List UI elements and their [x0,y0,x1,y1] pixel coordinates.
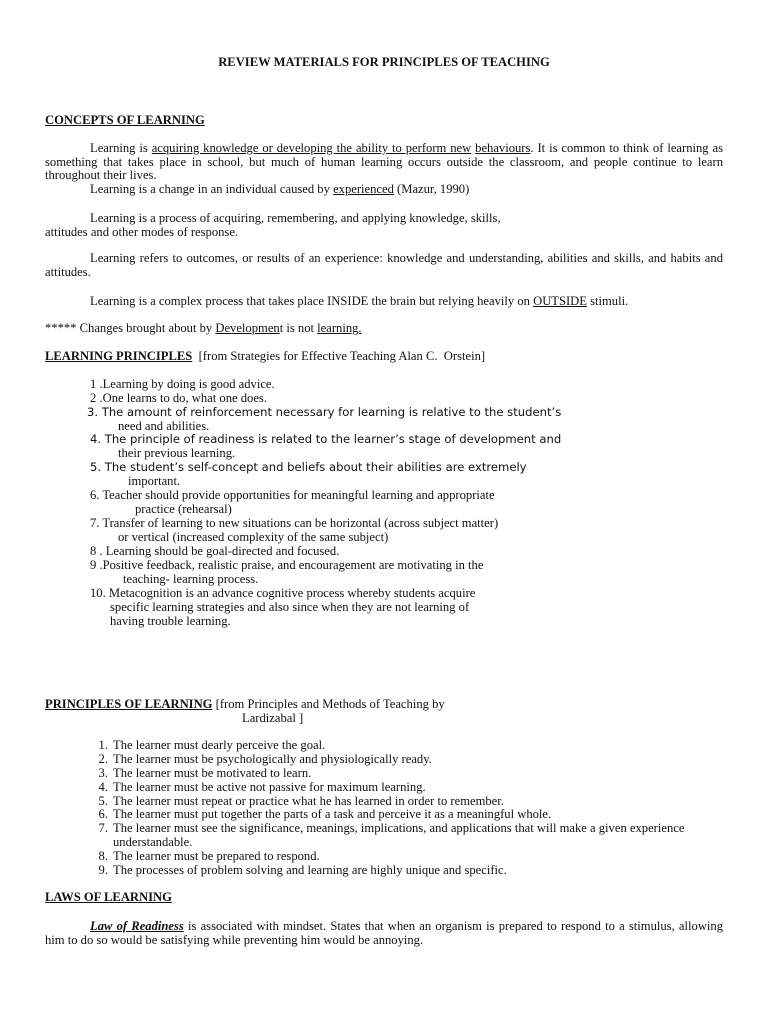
list-item-continuation: need and abilities. [118,419,210,433]
concepts-paragraph-4: Learning refers to outcomes, or results of an experience: knowledge and understanding, abilities and skills, and habits and attitudes. [45,251,723,279]
document-title: REVIEW MATERIALS FOR PRINCIPLES OF TEACHING [218,55,550,69]
list-item-text: The learner must dearly perceive the goal. [113,738,326,752]
list-item-continuation: or vertical (increased complexity of the same subject) [118,530,389,544]
p1-underlined-behaviours: behaviours [475,141,531,155]
p1-prefix: Learning is [90,141,152,155]
list-item-continuation: important. [128,474,181,488]
list-item-number: 7. [98,821,108,835]
list-item-text: The learner must repeat or practice what he has learned in order to remember. [113,794,504,808]
list-item: 9 .Positive feedback, realistic praise, and encouragement are motivating in the [90,558,484,572]
list-item: 3. The amount of reinforcement necessary for learning is relative to the student’s [87,405,562,419]
list-item-number: 2. [98,752,108,766]
list-item-number: 9. [98,863,108,877]
concepts-paragraph-1 [45,142,723,183]
learning-principles-heading: LEARNING PRINCIPLES [45,349,193,363]
principles-of-learning-source-line-2: Lardizabal ] [242,711,304,725]
note-underlined-development: Developmen [215,321,280,335]
principles-of-learning-header [45,698,445,712]
list-item-text: The learner must put together the parts of a task and perceive it as a meaningful whole. [113,807,552,821]
concepts-paragraph-5 [90,295,628,309]
p5-underlined-outside: OUTSIDE [533,294,587,308]
list-item-text: The learner must be psychologically and physiologically ready. [113,752,432,766]
list-item-number: 8. [98,849,108,863]
note-underlined-learning: learning. [317,321,362,335]
p2-rest: (Mazur, 1990) [393,182,470,196]
list-item-number: 4. [98,780,108,794]
concepts-note [45,322,362,336]
law-of-readiness-text: is associated with mindset. States that when an organism is prepared to respond to a stimulus, allowing him to do so would be satisfying while preventing him would be annoying. [45,919,724,947]
law-of-readiness-paragraph [45,920,723,947]
note-mid: t is not [279,321,318,335]
list-item-text: The learner must be motivated to learn. [113,766,312,780]
list-item: 4. The principle of readiness is related to the learner’s stage of development and [90,432,562,446]
p2-prefix: Learning is a change in an individual caused by [90,182,334,196]
principles-of-learning-source: [from Principles and Methods of Teaching by [212,697,445,711]
list-item: 2 .One learns to do, what one does. [90,391,267,405]
list-item-text: The learner must be active not passive for maximum learning. [113,780,426,794]
concepts-paragraph-3-line-2: attitudes and other modes of response. [45,225,239,239]
p5-rest: stimuli. [586,294,629,308]
p1-rest: . It is common to think of learning as something that takes place in school, but much of human learning occurs outside the classroom, and people continue to learn throughout their lives. [45,141,723,183]
list-item-text: The learner must be prepared to respond. [113,849,320,863]
learning-principles-source: [from Strategies for Effective Teaching Alan C. Orstein] [192,349,486,363]
concepts-paragraph-2 [90,183,469,197]
concepts-paragraph-3-line-1: Learning is a process of acquiring, remembering, and applying knowledge, skills, [90,211,501,225]
list-item: 6. Teacher should provide opportunities for meaningful learning and appropriate [90,488,495,502]
list-item: 8 . Learning should be goal-directed and focused. [90,544,340,558]
note-prefix: ***** Changes brought about by [45,321,216,335]
list-item-continuation: their previous learning. [118,446,236,460]
list-item: 10. Metacognition is an advance cognitive process whereby students acquire [90,586,476,600]
list-item-text: The learner must see the significance, meanings, implications, and applications that will make a given experience understandable. [113,821,685,849]
list-item: 5. The student’s self-concept and beliefs about their abilities are extremely [90,460,527,474]
list-item: 7. Transfer of learning to new situations can be horizontal (across subject matter) [90,516,499,530]
principles-of-learning-heading: PRINCIPLES OF LEARNING [45,697,213,711]
list-item-text: The processes of problem solving and learning are highly unique and specific. [113,863,507,877]
p2-underlined-experienced: experienced [333,182,394,196]
list-item: 1 .Learning by doing is good advice. [90,377,275,391]
concepts-heading: CONCEPTS OF LEARNING [45,113,205,127]
list-item-number: 6. [98,807,108,821]
list-item-continuation: having trouble learning. [110,614,231,628]
p5-prefix: Learning is a complex process that takes place INSIDE the brain but relying heavily on [90,294,534,308]
list-item-continuation: specific learning strategies and also since when they are not learning of [110,600,470,614]
list-item-number: 1. [98,738,108,752]
list-item-continuation: teaching- learning process. [123,572,259,586]
list-item-number: 3. [98,766,108,780]
law-of-readiness-term: Law of Readiness [90,919,184,933]
p1-underlined-definition: acquiring knowledge or developing the ability to perform new [151,141,472,155]
list-item-continuation: practice (rehearsal) [135,502,232,516]
list-item-number: 5. [98,794,108,808]
laws-heading: LAWS OF LEARNING [45,890,172,904]
learning-principles-header [45,350,485,364]
